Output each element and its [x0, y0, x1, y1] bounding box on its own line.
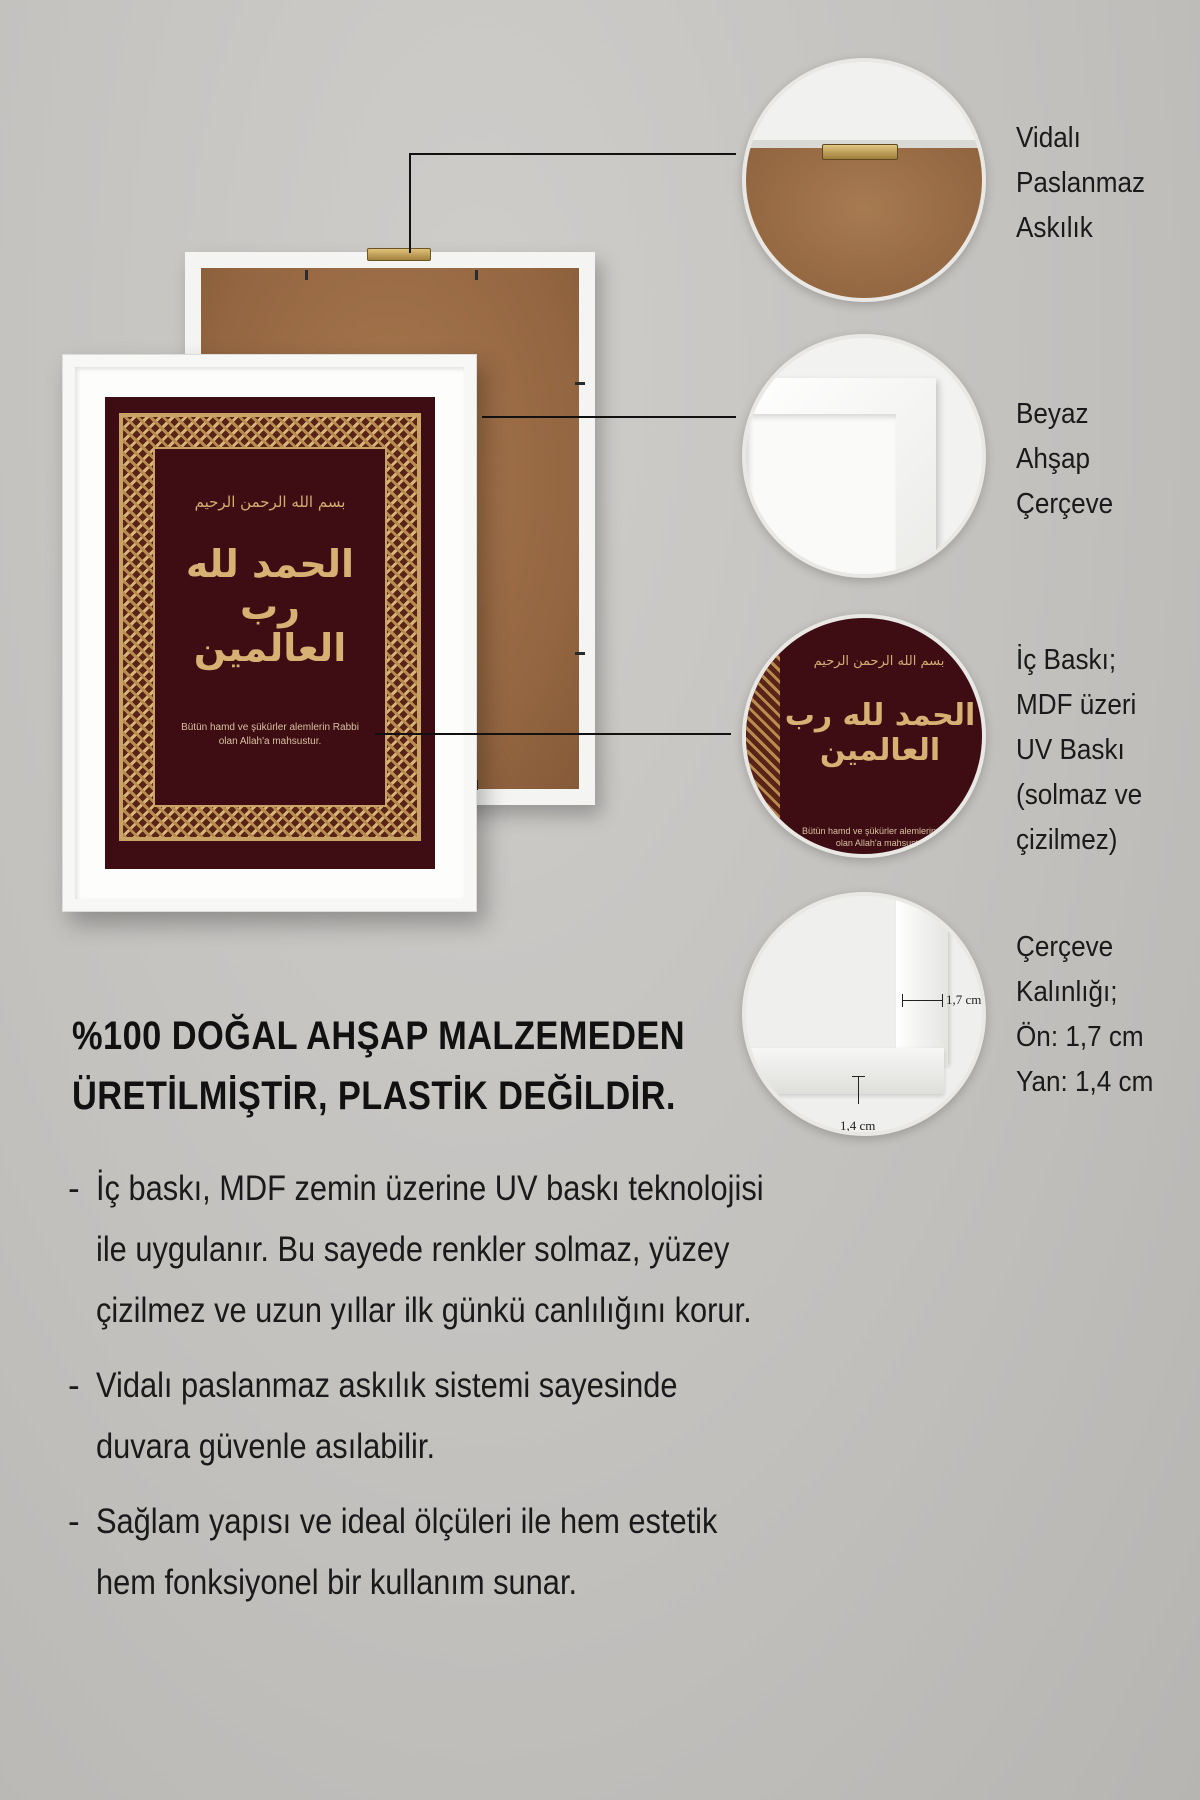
calligraphy-text: الحمد لله رب العالمين [784, 698, 976, 768]
leader-line [482, 416, 736, 418]
hanger-icon [822, 144, 898, 160]
headline [72, 1006, 785, 1126]
meaning-line: Bütün hamd ve şükürler alemlerin Rabbi [801, 826, 963, 836]
basmala-text: بسم الله الرحمن الرحيم [813, 654, 945, 669]
dimension-tick [902, 1000, 942, 1001]
detail-circle-hanger [742, 58, 986, 302]
list-item [68, 1355, 788, 1477]
dimension-front: 1,7 cm [946, 992, 982, 1007]
basmala-text: بسم الله الرحمن الرحيم [194, 493, 346, 511]
label-line: Beyaz [1016, 398, 1089, 430]
label-line: Çerçeve [1016, 931, 1114, 963]
meaning-line: olan Allah'a mahsustur. [835, 837, 929, 848]
print-panel [153, 447, 387, 807]
label-frame [1016, 392, 1124, 527]
label-line: İç Baskı; [1016, 644, 1117, 676]
dimension-tick [942, 994, 943, 1007]
ornament-border [119, 413, 421, 841]
label-thickness [1016, 925, 1169, 1105]
headline-line: ÜRETİLMİŞTİR, PLASTİK DEĞİLDİR. [72, 1074, 676, 1118]
detail-circle-frame [742, 334, 986, 578]
frame-front-view [62, 354, 477, 912]
meaning-text [163, 721, 377, 748]
list-item-text: Sağlam yapısı ve ideal ölçüleri ile hem estetik hem fonksiyonel bir kullanım sunar. [96, 1502, 718, 1602]
label-line: UV Baskı [1016, 734, 1125, 766]
leader-line [409, 153, 411, 253]
calligraphy-text: الحمد لله رب العالمين [185, 542, 355, 670]
meaning-text [782, 826, 982, 849]
label-line: Çerçeve [1016, 488, 1114, 520]
label-line: Vidalı [1016, 122, 1081, 154]
label-line: Askılık [1016, 212, 1093, 244]
calligraphy-print [105, 397, 435, 869]
detail-circle-print [742, 614, 986, 858]
dash-icon: - [68, 1502, 80, 1541]
mdf-board [746, 148, 982, 298]
meaning-line: olan Allah'a mahsustur. [218, 735, 322, 747]
frame-side [896, 896, 948, 1066]
clip-icon [575, 652, 585, 655]
feature-list [68, 1158, 788, 1627]
dimension-side: 1,4 cm [840, 1118, 876, 1133]
leader-line [409, 153, 736, 155]
list-item [68, 1491, 788, 1613]
dash-icon: - [68, 1366, 80, 1405]
frame-top [746, 62, 982, 142]
clip-icon [475, 270, 478, 280]
dimension-tick [858, 1076, 859, 1104]
label-line: Ön: 1,7 cm [1016, 1021, 1144, 1053]
list-item [68, 1158, 788, 1341]
label-line: (solmaz ve [1016, 779, 1143, 811]
label-line: Paslanmaz [1016, 167, 1146, 199]
dash-icon: - [68, 1169, 80, 1208]
leader-line [375, 733, 731, 735]
meaning-line: Bütün hamd ve şükürler alemlerin Rabbi [181, 722, 359, 733]
hanger-icon [367, 248, 431, 261]
dimension-tick [852, 1076, 865, 1077]
label-line: çizilmez) [1016, 824, 1118, 856]
clip-icon [305, 270, 308, 280]
label-line: Yan: 1,4 cm [1016, 1066, 1154, 1098]
list-item-text: Vidalı paslanmaz askılık sistemi sayesinde duvara güvenle asılabilir. [96, 1366, 678, 1466]
dimension-tick [902, 994, 903, 1007]
list-item-text: İç baskı, MDF zemin üzerine UV baskı teknolojisi ile uygulanır. Bu sayede renkler solmaz, yüzey çizilmez ve uzun yıllar ilk günkü canlılığını korur. [96, 1169, 764, 1330]
frame-inner [746, 414, 896, 578]
label-hanger [1016, 116, 1159, 251]
headline-line: %100 DOĞAL AHŞAP MALZEMEDEN [72, 1014, 686, 1058]
label-line: Ahşap [1016, 443, 1091, 475]
label-line: MDF üzeri [1016, 689, 1137, 721]
ornament-border [746, 638, 780, 854]
label-line: Kalınlığı; [1016, 976, 1118, 1008]
label-print [1016, 638, 1156, 863]
clip-icon [575, 382, 585, 385]
